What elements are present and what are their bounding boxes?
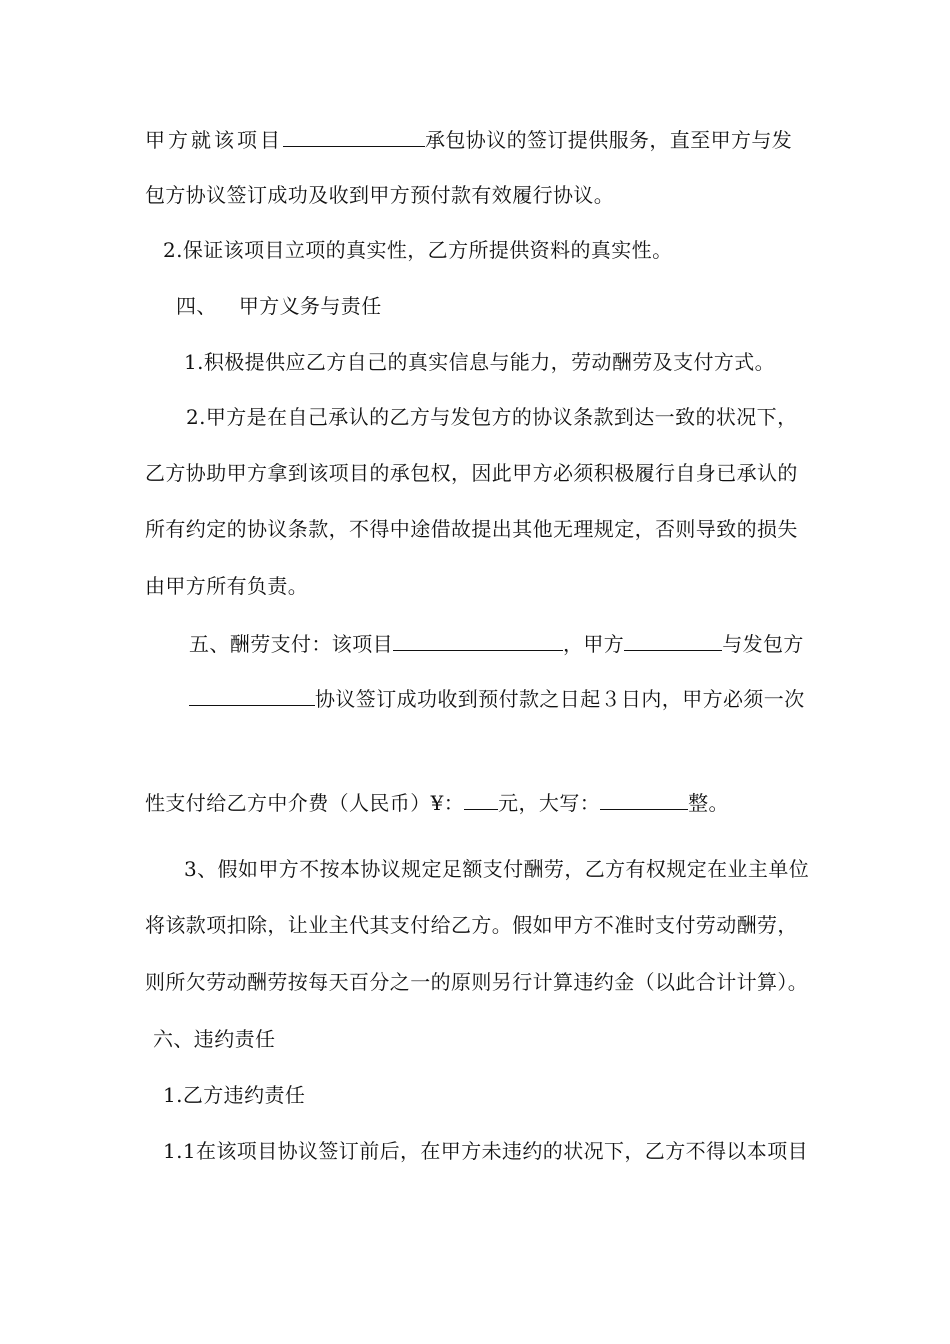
paragraph-line: [184, 857, 809, 881]
section-heading-6: [153, 1027, 275, 1051]
paragraph-line: [186, 405, 797, 429]
text: 所有约定的协议条款，不得中途借故提出其他无理规定，否则导致的损失: [145, 517, 798, 541]
section-heading-4: [176, 294, 382, 318]
text: 2.甲方是在自己承认的乙方与发包方的协议条款到达一致的状况下，: [186, 405, 798, 429]
text: 3、假如甲方不按本协议规定足额支付酬劳，乙方有权规定在业主单位: [184, 857, 810, 881]
text: 元，大写：: [498, 791, 601, 815]
fill-blank-project-name[interactable]: [393, 630, 563, 651]
text: 甲方就该项目: [145, 128, 283, 152]
text: 1.乙方违约责任: [163, 1083, 306, 1107]
paragraph-line: [163, 1083, 305, 1107]
section-title: 甲方义务与责任: [238, 294, 382, 318]
paragraph-line: [163, 238, 672, 262]
text: 2.保证该项目立项的真实性，乙方所提供资料的真实性。: [163, 238, 673, 262]
paragraph-line: [145, 970, 808, 994]
text: 1.1在该项目协议签订前后，在甲方未违约的状况下，乙方不得以本项目: [163, 1139, 809, 1163]
paragraph-line: [145, 574, 308, 598]
paragraph-line: [189, 685, 805, 711]
fill-blank-contractor[interactable]: [189, 685, 315, 706]
text: 将该款项扣除，让业主代其支付给乙方。假如甲方不准时支付劳动酬劳，: [145, 913, 798, 937]
text: 1.积极提供应乙方自己的真实信息与能力，劳动酬劳及支付方式。: [184, 350, 776, 374]
text: 则所欠劳动酬劳按每天百分之一的原则另行计算违约金（以此合计计算）。: [145, 970, 809, 994]
paragraph-line: [163, 1139, 808, 1163]
text: ，甲方: [563, 632, 625, 656]
fill-blank-project[interactable]: [283, 126, 425, 147]
paragraph-line: [184, 350, 775, 374]
fill-blank-amount-words[interactable]: [600, 789, 688, 810]
text: 承包协议的签订提供服务，直至甲方与发: [425, 128, 793, 152]
paragraph-line: [145, 913, 798, 937]
text: 六、违约责任: [153, 1027, 276, 1051]
text: 性支付给乙方中介费（人民币）¥：: [145, 791, 465, 815]
text: 五、酬劳支付：该项目: [189, 632, 393, 656]
text: 由甲方所有负责。: [145, 574, 309, 598]
paragraph-line: [145, 461, 798, 485]
text: 包方协议签订成功及收到甲方预付款有效履行协议。: [145, 183, 615, 207]
paragraph-line: [145, 126, 792, 152]
fill-blank-party-a[interactable]: [624, 630, 722, 651]
section-number: 四、: [176, 294, 217, 318]
paragraph-line: [145, 517, 798, 541]
text: 整。: [688, 791, 729, 815]
paragraph-line: [145, 183, 614, 207]
text: 与发包方: [722, 632, 804, 656]
text: 乙方协助甲方拿到该项目的承包权，因此甲方必须积极履行自身已承认的: [145, 461, 798, 485]
section-heading-5: [189, 630, 804, 656]
text: 协议签订成功收到预付款之日起３日内，甲方必须一次: [315, 687, 805, 711]
paragraph-line: [145, 789, 729, 815]
fill-blank-amount-figures[interactable]: [464, 789, 498, 810]
